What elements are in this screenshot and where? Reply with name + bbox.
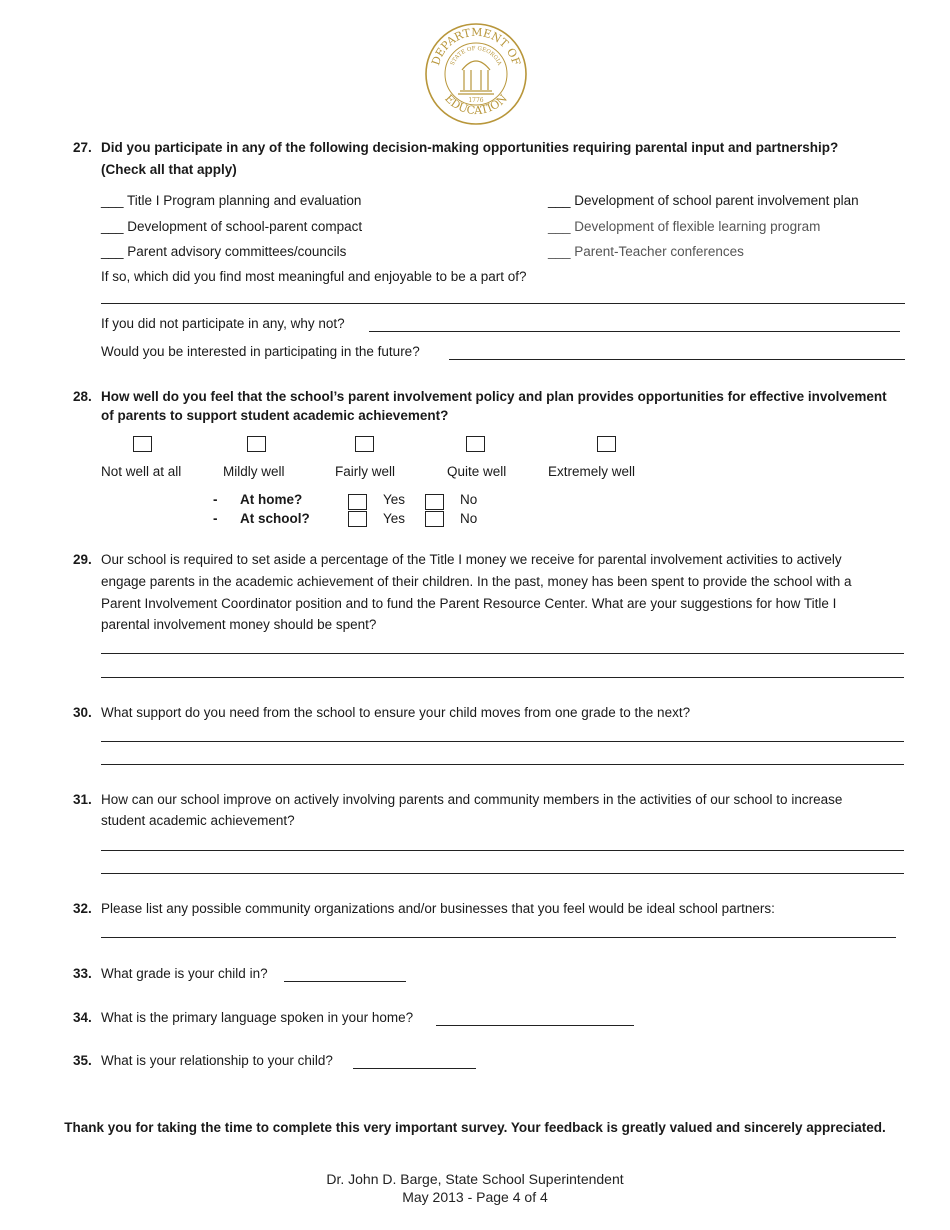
answer-line[interactable] (101, 873, 904, 874)
svg-text:DEPARTMENT OF: DEPARTMENT OF (429, 25, 523, 67)
no-label: No (460, 511, 478, 526)
question-text: Please list any possible community organizations and/or businesses that you feel would be ideal school partners: (101, 901, 775, 916)
answer-line[interactable] (101, 764, 904, 765)
svg-text:1776: 1776 (468, 97, 484, 104)
question-text: What grade is your child in? (101, 966, 268, 981)
rating-checkbox-mildly-well[interactable] (247, 436, 266, 452)
option-flexible-learning-program[interactable]: ___ Development of flexible learning program (548, 219, 821, 234)
question-text: Parent Involvement Coordinator position and to fund the Parent Resource Center. What are your suggestions for how Title I (101, 596, 837, 611)
rating-label: Mildly well (223, 464, 285, 479)
rating-checkbox-extremely-well[interactable] (597, 436, 616, 452)
bullet: - (213, 511, 218, 526)
answer-line[interactable] (101, 937, 896, 938)
rating-checkbox-not-well[interactable] (133, 436, 152, 452)
question-number: 34. (73, 1010, 92, 1025)
department-of-education-seal (424, 22, 528, 126)
question-text: Our school is required to set aside a percentage of the Title I money we receive for parental involvement activities to actively (101, 552, 842, 567)
question-number: 31. (73, 792, 92, 807)
yes-label: Yes (383, 511, 406, 526)
option-parent-advisory-committees[interactable]: ___ Parent advisory committees/councils (101, 244, 347, 259)
answer-line[interactable] (101, 741, 904, 742)
question-number: 28. (73, 389, 92, 404)
at-school-no-checkbox[interactable] (425, 511, 444, 527)
question-number: 33. (73, 966, 92, 981)
at-home-no-checkbox[interactable] (425, 494, 444, 510)
option-title-i-planning[interactable]: ___ Title I Program planning and evaluation (101, 193, 362, 208)
grade-answer-line[interactable] (284, 981, 406, 982)
bullet: - (213, 492, 218, 507)
answer-line[interactable] (101, 850, 904, 851)
question-text: What support do you need from the school to ensure your child moves from one grade to the next? (101, 705, 691, 720)
at-school-yes-checkbox[interactable] (348, 511, 367, 527)
why-not-answer-line[interactable] (369, 331, 900, 332)
at-home-label: At home? (240, 492, 303, 507)
svg-text:STATE OF GEORGIA: STATE OF GEORGIA (449, 45, 503, 67)
meaningful-answer-line[interactable] (101, 303, 905, 304)
question-text: What is the primary language spoken in your home? (101, 1010, 414, 1025)
question-text: student academic achievement? (101, 813, 295, 828)
future-interest-prompt: Would you be interested in participating in the future? (101, 344, 420, 359)
why-not-prompt: If you did not participate in any, why not? (101, 316, 345, 331)
future-interest-answer-line[interactable] (449, 359, 905, 360)
footer-superintendent: Dr. John D. Barge, State School Superintendent (326, 1171, 624, 1187)
rating-checkbox-quite-well[interactable] (466, 436, 485, 452)
yes-label: Yes (383, 492, 406, 507)
question-number: 32. (73, 901, 92, 916)
thank-you-note: Thank you for taking the time to complete this very important survey. Your feedback is greatly valued and sincerely appreciated. (64, 1120, 886, 1135)
question-text: How can our school improve on actively involving parents and community members in the activities of our school to increase (101, 792, 843, 807)
answer-line[interactable] (101, 653, 904, 654)
question-number: 30. (73, 705, 92, 720)
rating-label: Quite well (447, 464, 507, 479)
question-text: parental involvement money should be spent? (101, 617, 377, 632)
language-answer-line[interactable] (436, 1025, 634, 1026)
question-text: Did you participate in any of the following decision-making opportunities requiring parental input and partnership? (101, 140, 839, 155)
meaningful-prompt: If so, which did you find most meaningful and enjoyable to be a part of? (101, 269, 527, 284)
question-text: engage parents in the academic achievement of their children. In the past, money has been spent to provide the school with a (101, 574, 852, 589)
question-text: What is your relationship to your child? (101, 1053, 333, 1068)
question-text: How well do you feel that the school’s parent involvement policy and plan provides opportunities for effective involvement (101, 389, 887, 404)
no-label: No (460, 492, 478, 507)
footer-page-info: May 2013 - Page 4 of 4 (402, 1189, 548, 1205)
answer-line[interactable] (101, 677, 904, 678)
rating-label: Not well at all (101, 464, 182, 479)
question-number: 27. (73, 140, 92, 155)
at-school-label: At school? (240, 511, 310, 526)
question-number: 29. (73, 552, 92, 567)
option-school-parent-compact[interactable]: ___ Development of school-parent compact (101, 219, 363, 234)
question-number: 35. (73, 1053, 92, 1068)
question-text: of parents to support student academic achievement? (101, 408, 449, 423)
question-instruction: (Check all that apply) (101, 162, 237, 177)
at-home-yes-checkbox[interactable] (348, 494, 367, 510)
option-parent-involvement-plan[interactable]: ___ Development of school parent involvement plan (548, 193, 859, 208)
rating-checkbox-fairly-well[interactable] (355, 436, 374, 452)
option-parent-teacher-conferences[interactable]: ___ Parent-Teacher conferences (548, 244, 744, 259)
svg-text:EDUCATION: EDUCATION (442, 91, 510, 118)
relationship-answer-line[interactable] (353, 1068, 476, 1069)
rating-label: Extremely well (548, 464, 636, 479)
rating-label: Fairly well (335, 464, 396, 479)
